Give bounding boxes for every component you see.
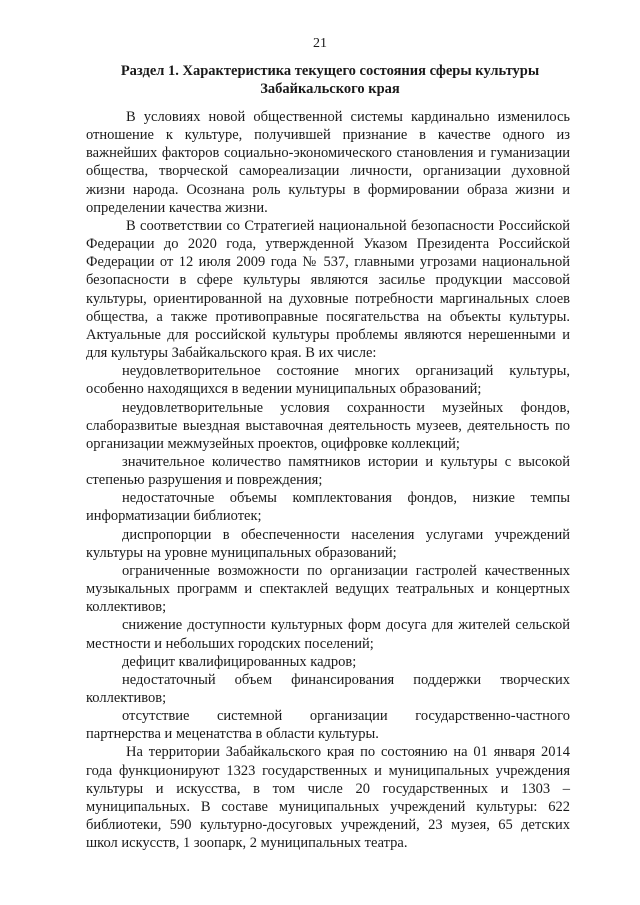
paragraph: На территории Забайкальского края по состоянию на 01 января 2014 года функционируют 1323 государственных и муниципальных учреждения культуры и искусства, в том числе 20 государственных и 1303 – муниципальных. В составе муниципальных учреждений культуры: 622 библиотеки, 590 культурно-досуговых учреждений, 23 музея, 65 детских школ искусств, 1 зоопарк, 2 муниципальных театра.: [86, 744, 570, 852]
list-item: неудовлетворительное состояние многих организаций культуры, особенно находящихся в ведении муниципальных образований;: [86, 363, 570, 398]
list-item: недостаточные объемы комплектования фондов, низкие темпы информатизации библиотек;: [86, 490, 570, 525]
list-item: ограниченные возможности по организации гастролей качественных музыкальных программ и спектаклей ведущих театральных и концертных коллективов;: [86, 562, 570, 616]
list-item: снижение доступности культурных форм досуга для жителей сельской местности и небольших городских поселений;: [86, 617, 570, 652]
list-item: отсутствие системной организации государственно-частного партнерства и меценатства в области культуры.: [86, 708, 570, 743]
body-text: [86, 108, 570, 852]
list-item: дефицит квалифицированных кадров;: [122, 653, 357, 670]
list-item: неудовлетворительные условия сохранности музейных фондов, слаборазвитые выездная выставочная деятельность музеев, деятельность по организации межмузейных проектов, оцифровке коллекций;: [86, 399, 570, 452]
list-item: диспропорции в обеспеченности населения услугами учреждений культуры на уровне муниципальных образований;: [86, 526, 570, 561]
list-item: значительное количество памятников истории и культуры с высокой степенью разрушения и повреждения;: [86, 453, 570, 489]
section-title: Раздел 1. Характеристика текущего состояния сферы культуры Забайкальского края: [120, 63, 540, 97]
list-item: недостаточный объем финансирования поддержки творческих коллективов;: [86, 671, 570, 706]
paragraph: В условиях новой общественной системы кардинально изменилось отношение к культуре, получившей признание в качестве одного из важнейших факторов социально-экономического становления и гуманизации общества, творческой самореализации личности, организации духовной жизни народа. Осознана роль культуры в формировании образа жизни и определении качества жизни.: [86, 109, 570, 216]
paragraph: В соответствии со Стратегией национальной безопасности Российской Федерации до 2020 года, утвержденной Указом Президента Российской Федерации от 12 июля 2009 года № 537, главными угрозами национальной безопасности в сфере культуры являются засилье продукции массовой культуры, ориентированной на духовные потребности маргинальных слоев общества, а также противоправные посягательства на объекты культуры. Актуальные для российской культуры проблемы являются нерешенными и для культуры Забайкальского края. В их числе:: [86, 217, 570, 362]
page-number: 21: [313, 36, 327, 51]
